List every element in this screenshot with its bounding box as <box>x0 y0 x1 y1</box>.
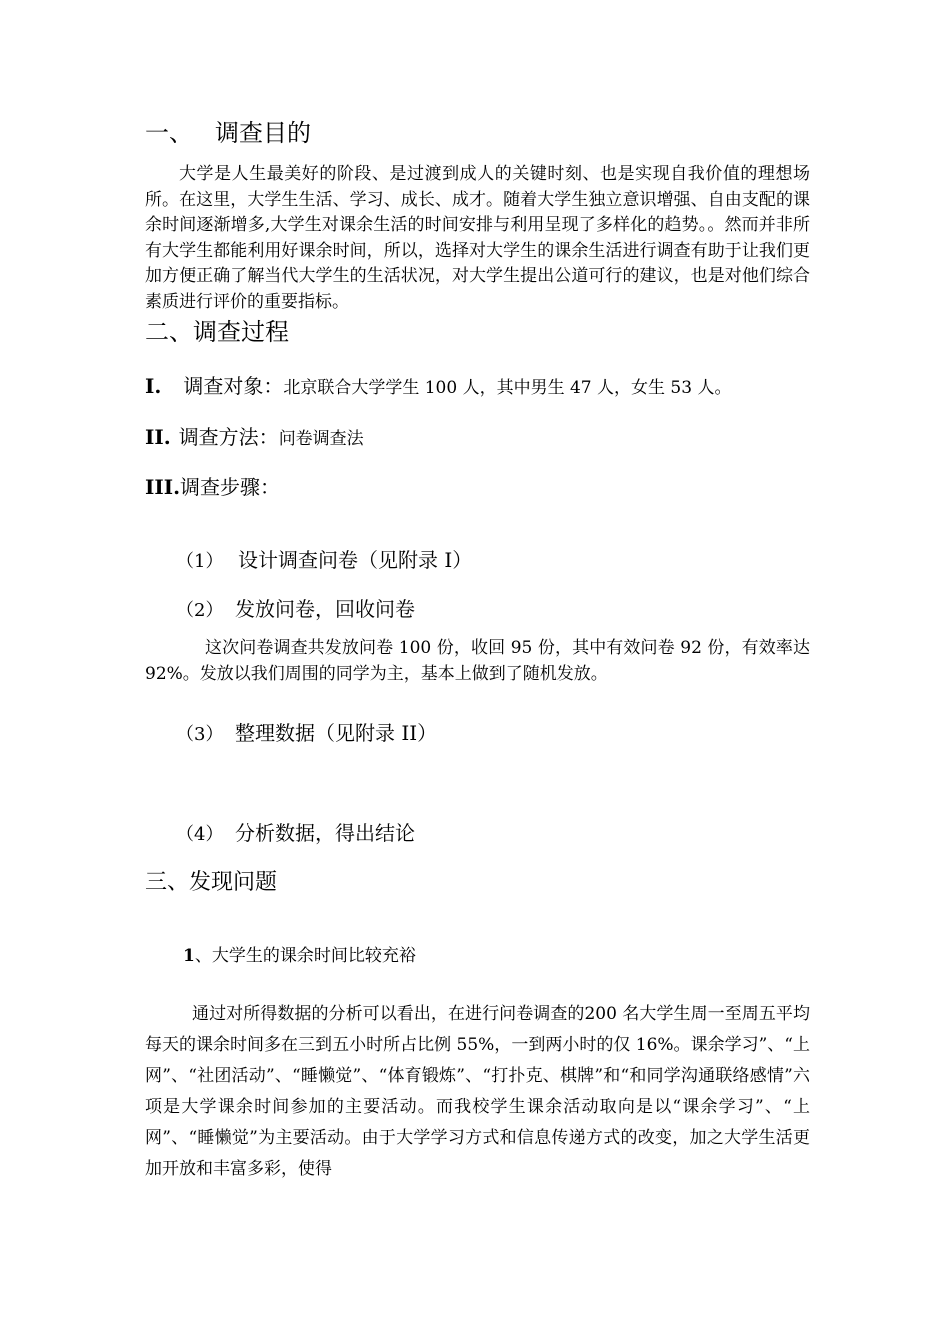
survey-subject-item <box>145 373 731 401</box>
item-number: III. <box>145 475 181 499</box>
step-text: 整理数据（见附录 II） <box>235 721 438 745</box>
finding-1-heading <box>183 944 416 968</box>
step-number: （4） <box>176 824 224 845</box>
step-3 <box>176 720 437 748</box>
item-label: 调查方法： <box>178 425 279 449</box>
finding-text: 、大学生的课余时间比较充裕 <box>194 946 416 966</box>
section-2-heading: 二、调查过程 <box>145 318 289 346</box>
step-number: （2） <box>176 600 224 621</box>
survey-steps-item <box>145 474 280 500</box>
finding-number: 1 <box>183 946 195 966</box>
step-2-paragraph: 这次问卷调查共发放问卷 100 份，收回 95 份，其中有效问卷 92 份，有效率达 92%。发放以我们周围的同学为主，基本上做到了随机发放。 <box>145 638 810 684</box>
section-1-paragraph: 大学是人生最美好的阶段、是过渡到成人的关键时刻、也是实现自我价值的理想场所。在这里，大学生生活、学习、成长、成才。随着大学生独立意识增强、自由支配的课余时间逐渐增多,大学生对课余生活的时间安排与利用呈现了多样化的趋势。。然而并非所有大学生都能利用好课余时间，所以，选择对大学生的课余生活进行调查有助于让我们更加方便正确了解当代大学生的生活状况，对大学生提出公道可行的建议，也是对他们综合素质进行评价的重要指标。 <box>145 164 810 312</box>
item-number: II. <box>145 425 171 449</box>
finding-1-paragraph: 通过对所得数据的分析可以看出，在进行问卷调查的200 名大学生周一至周五平均每天的课余时间多在三到五小时所占比例 55%，一到两小时的仅 16%。课余学习”、“上网”、“社团活动”、“睡懒觉”、“体育锻炼”、“打扑克、棋牌”和“和同学沟通联络感情”六项是大学课余时间参加的主要活动。而我校学生课余活动取向是以“课余学习”、“上网”、“睡懒觉”为主要活动。由于大学学习方式和信息传递方式的改变，加之大学生活更加开放和丰富多彩，使得 <box>145 1004 810 1179</box>
step-2 <box>176 596 415 624</box>
section-1-number: 一、 <box>145 119 193 147</box>
step-text: 发放问卷，回收问卷 <box>235 597 415 621</box>
survey-method-item <box>145 424 364 452</box>
step-1 <box>176 547 472 575</box>
section-1-heading <box>145 118 311 148</box>
item-value: 北京联合大学学生 100 人，其中男生 47 人，女生 53 人。 <box>283 378 732 398</box>
section-3-heading: 三、发现问题 <box>145 870 278 895</box>
step-number: （3） <box>176 724 224 745</box>
step-text: 设计调查问卷（见附录 I） <box>238 548 473 572</box>
step-text: 分析数据，得出结论 <box>235 821 415 845</box>
item-value: 问卷调查法 <box>278 429 364 449</box>
item-label: 调查步骤： <box>180 475 281 499</box>
step-number: （1） <box>176 551 224 572</box>
section-1-title: 调查目的 <box>215 119 311 147</box>
item-label: 调查对象： <box>183 374 284 398</box>
step-4 <box>176 820 415 848</box>
item-number: I. <box>145 374 162 398</box>
